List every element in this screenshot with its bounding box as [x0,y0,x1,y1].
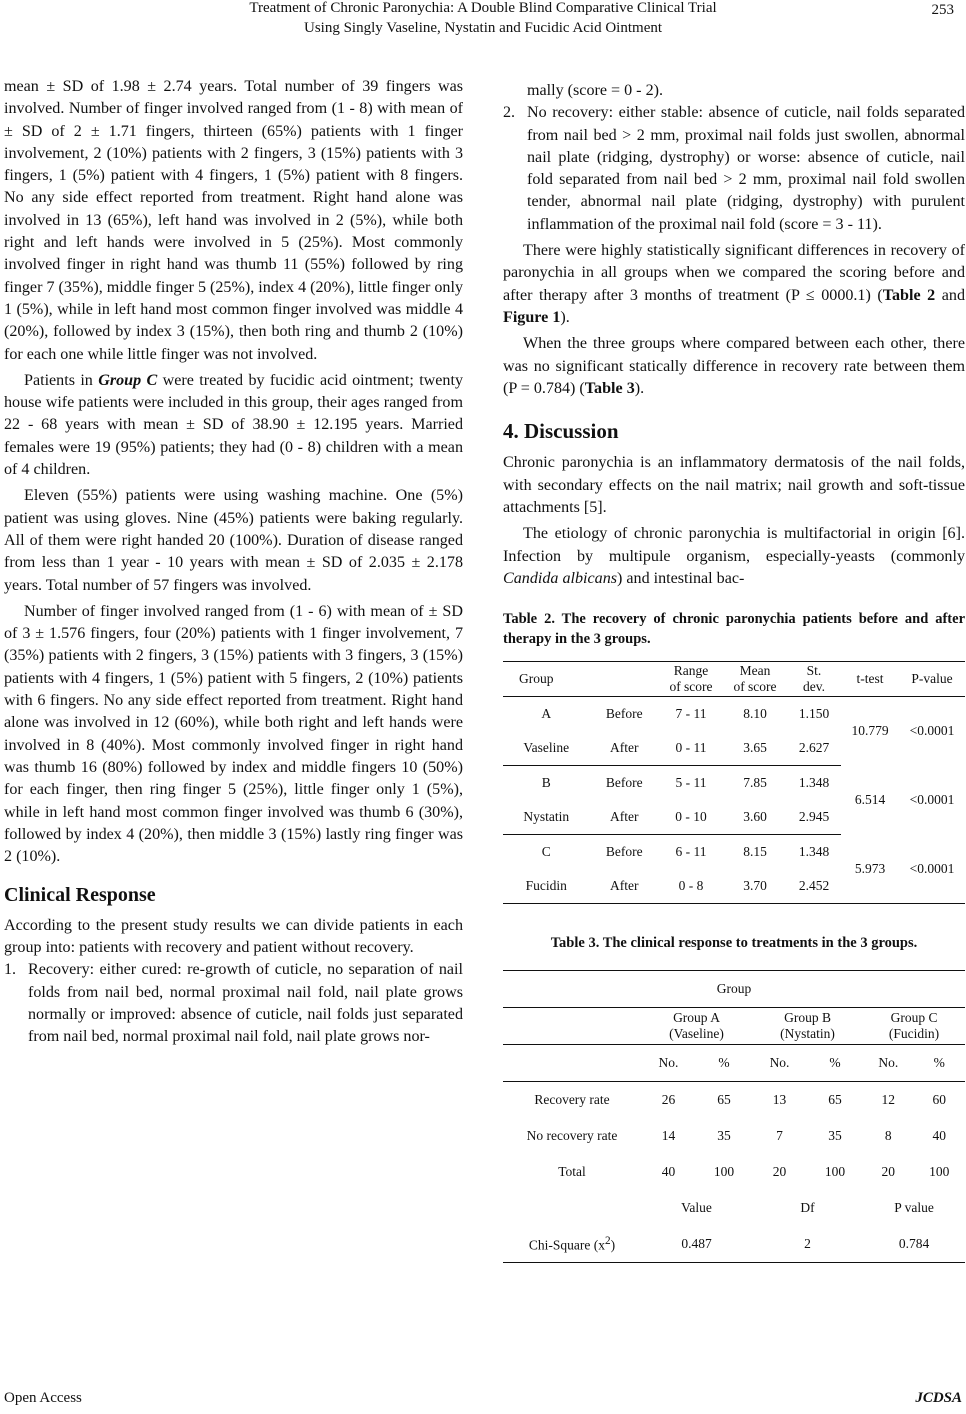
table-row: Chi-Square $(x^2)$ 0.487 2 0.784 [503,1226,965,1263]
header-title-line2: Using Singly Vaseline, Nystatin and Fucidic Acid Ointment [303,20,663,36]
table-row: Nystatin After 0 - 10 3.60 2.945 [503,800,965,835]
table-row: B Before 5 - 11 7.85 1.348 6.514 <0.0001 [541,775,955,808]
list-number: 2. [503,104,516,122]
table-row: A Before 7 - 11 8.10 1.150 10.779 <0.0001 [541,706,955,739]
open-access-label: Open Access [4,1390,82,1406]
list-item: 2. No recovery: either stable: absence of cuticle, nail folds separated from nail bed > 2 mm, proximal nail folds just swollen, abnormal nail plate (ridging, dystrophy) or worse: absence of cuticle, nail fold separated from nail bed > 2 mm, proximal nail fold swollen tender, abnormal nail plate (ridging, dystrophy) with purulent inflammation of the proximal nail fold (score = 3 - 11). [503,104,965,233]
group-c-emphasis: Group C [98,371,158,389]
table-header-cell: Group [503,662,659,697]
table-row: Recovery rate 26 65 13 65 12 60 [534,1091,946,1107]
table-row: C Before 6 - 11 8.15 1.348 5.973 <0.0001 [503,835,965,870]
table-header-cell: St. dev. [787,662,841,697]
paragraph: When the three groups where compared between each other, there was no significant statically difference in recovery rate between them (P = 0.784) (Table 3). [503,335,965,397]
table-3-ref[interactable]: Table 3 [584,379,635,397]
species-name: Candida albicans [503,569,618,587]
table-2-ref[interactable]: Table 2 [882,286,936,304]
table-row: Fucidin After 0 - 8 3.70 2.452 [503,869,965,904]
table-2-caption: Table 2. The recovery of chronic paronychia patients before and after therapy in the 3 groups. [503,611,965,647]
table-header-cell: Group B (Nystatin) [752,1007,863,1044]
header-title-line1: Treatment of Chronic Paronychia: A Double Blind Comparative Clinical Trial [249,0,717,16]
left-column [4,76,463,1048]
table-2 [503,661,965,904]
table-header-cell: P-value [899,662,965,697]
paragraph: Chronic paronychia is an inflammatory dermatosis of the nail folds, with secondary effects on the nail matrix; nail growth and soft-tissue attachments [5]. [503,454,965,517]
list-number: 1. [4,961,17,979]
right-column [503,80,965,1263]
section-heading-clinical-response: Clinical Response [4,884,156,907]
paragraph: Eleven (55%) patients were using washing machine. One (5%) patient was using gloves. Nine (45%) patients were baking regularly. All of them were right handed 20 (100%). Duration of disease ranged from less than 1 year - 10 years with mean ± SD of 2.035 ± 2.178 years. Total number of 57 fingers was involved. [4,487,463,594]
paragraph: The etiology of chronic paronychia is multifactorial in origin [6]. Infection by multipule organism, especially-yeasts (commonly Candida albicans) and intestinal bac- [503,525,965,587]
paragraph: Number of finger involved ranged from (1 - 6) with mean of ± SD of 3 ± 1.576 fingers, four (20%) patients with 1 finger involvement, 7 (35%) patients with 2 fingers, 3 (15%) patients with 3 fingers, 3 (15%) patients with 4 fingers, 1 (5%) patient with 5 fingers, 2 (10%) patients with 6 fingers. No any side effect reported from treatment. Right hand alone was involved in 12 (60%), while both right and left hands were involved in 8 (40%). Most commonly involved finger in right hand was thumb 16 (80%) followed by index and middle fingers 10 (50%) for each finger, then ring finger 5 (25%), little finger only 1 (5%), while in left hand most common finger involved was thumb 6 (30%), followed by index 4 (20%), then middle 3 (15%) lastly ring finger was 2 (10%). [4,602,463,866]
journal-abbreviation: JCDSA [915,1390,962,1406]
running-header [0,0,966,50]
paragraph: According to the present study results we can divide patients in each group into: patients with recovery and patient without recovery. [4,916,463,956]
list-item-continuation: mally (score = 0 - 2). [527,82,663,99]
table-row: Vaseline After 0 - 11 3.65 2.627 [503,731,965,766]
section-heading-discussion: 4. Discussion [503,419,619,444]
table-header-cell: Range of score [659,662,723,697]
page-number: 253 [931,2,954,18]
paragraph: mean ± SD of 1.98 ± 2.74 years. Total number of 39 fingers was involved. Number of finger involved ranged from (1 - 8) with mean of ± SD of 2 ± 1.71 fingers, thirteen (65%) patients with 1 finger involvement, 2 (10%) patients with 2 fingers, 3 (15%) patients with 3 fingers, 1 (5%) patient with 4 fingers, 1 (5%) patient with 8 fingers. No any side effect reported from treatment. Right hand alone was involved in 13 (65%), left hand was involved in 2 (5%), while both right and left hands were involved in 5 (25%). Most commonly involved finger in right hand was thumb 11 (55%) followed by ring finger 7 (35%), middle finger 5 (25%), index 4 (20%), little finger only 1 (5%), while in left hand most common finger involved was middle 4 (20%), followed by index 3 (15%), then both ring and thumb 2 (10%) for each one while little finger was not involved. [4,78,463,363]
table-row: No recovery rate 14 35 7 35 8 40 [526,1127,946,1143]
table-row: Value Df P value [681,1199,934,1215]
table-3-caption: Table 3. The clinical response to treatments in the 3 groups. [550,935,918,952]
paragraph: Patients in Group C were treated by fucidic acid ointment; twenty house wife patients were included in this group, their ages ranged from 22 - 68 years with mean ± SD of 38.90 ± 12.195 years. Married females were 19 (95%) patients; they had (0 - 8) children with a mean of 4 children. [4,371,464,479]
table-3: Group Group A (Vaseline) Group B (Nystatin) Group C (Fucidin) No. % No. % No. % Recovery rate 26 65 13 65 12 60 No recovery rate 14 35 7 35 8 40 Total 40 100 20 100 20 100 Value Df P value Chi-Square $(x^2)$ 0.487 2 0.784 [503,970,965,1263]
table-header-cell: Group [503,970,965,1007]
paragraph: There were highly statistically significant differences in recovery of paronychia in all groups when we compared the scoring before and after therapy after 3 months of treatment (P ≤ 0000.1) (Table 2 and Figure 1). [503,242,965,326]
table-row: Total 40 100 20 100 20 100 [558,1163,950,1179]
list-item: 1. Recovery: either cured: re-growth of cuticle, no separation of nail folds from nail bed, normal proximal nail fold, nail plate grows normally or improved: absence of cuticle, nail folds just separated from nail bed, normal proximal nail fold, nail plate grows nor- [4,961,463,1046]
table-header-cell: t-test [841,662,899,697]
table-header-cell: Mean of score [723,662,787,697]
page-footer [0,1384,966,1414]
table-header-cell: Group A (Vaseline) [641,1007,752,1044]
table-header-cell: Group C (Fucidin) [863,1007,965,1044]
figure-1-ref[interactable]: Figure 1 [503,308,561,326]
